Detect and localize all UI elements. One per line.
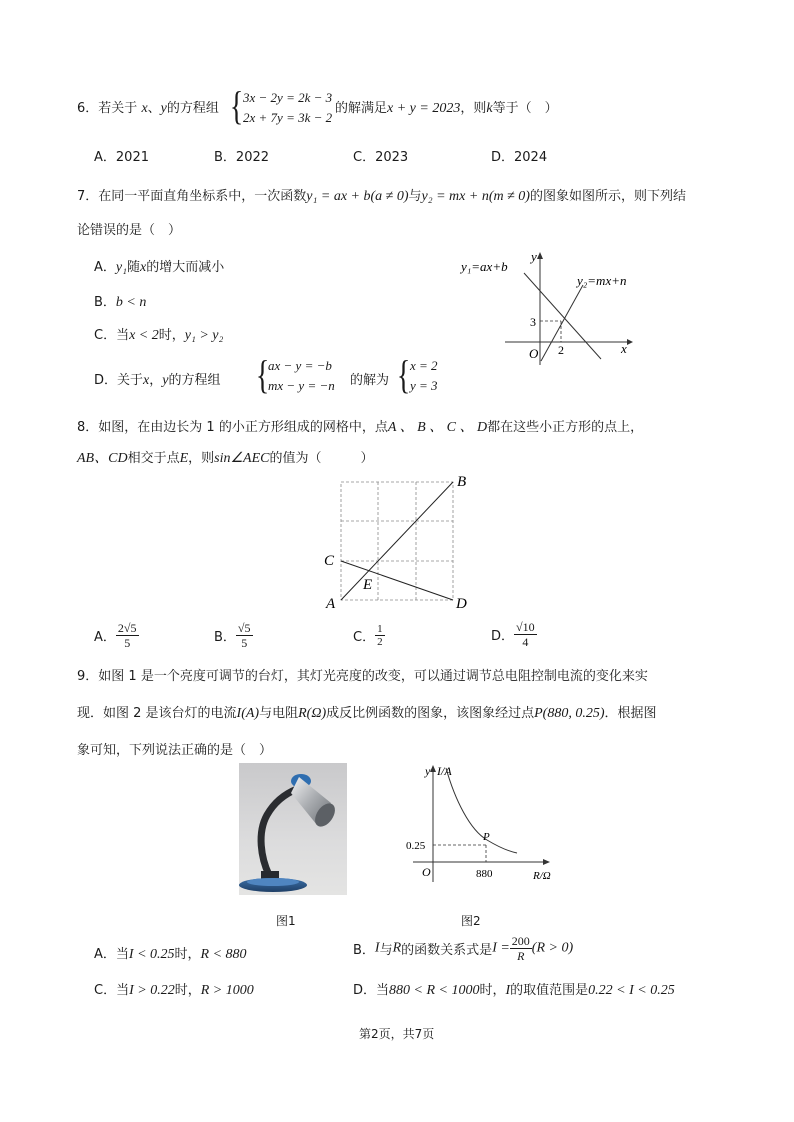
axis-label-r: R/Ω <box>533 870 551 882</box>
x-axis-arrow <box>543 859 550 865</box>
q8-option-b[interactable]: B． $\frac{√5}{5}$ <box>214 621 251 650</box>
q7-option-d-system: ax − y = −b mx − y = −n <box>268 358 335 393</box>
label-y2: y₂=mx+n <box>577 273 627 288</box>
axis-label-y: y <box>531 249 537 264</box>
q8-option-c[interactable]: C． $\frac{1}{2}$ <box>353 623 383 648</box>
q7-option-d-solution: x = 2 y = 3 <box>410 358 438 393</box>
q9-option-c[interactable]: C．当I > 0.22时，R > 1000 <box>94 983 254 998</box>
desk-lamp-photo <box>239 763 347 895</box>
q9-option-a[interactable]: A．当I < 0.25时，R < 880 <box>94 947 247 962</box>
y-axis-arrow <box>430 765 436 772</box>
q9-option-b[interactable]: B．I与R的函数关系式是I = $\frac{200}{R}$ (R > 0) <box>353 934 574 963</box>
figure-1-caption: 图1 <box>276 914 296 928</box>
point-b-label: B <box>457 474 467 490</box>
q6-option-a[interactable]: A．2021 <box>94 150 149 165</box>
segment-ab <box>341 482 453 600</box>
page-footer: 第2页，共7页 <box>359 1027 435 1041</box>
q9-option-d[interactable]: D．当880 < R < 1000时，I的取值范围是0.22 < I < 0.25 <box>353 983 675 998</box>
axis-label-y: y <box>425 764 431 778</box>
inverse-curve <box>446 768 517 853</box>
q9-stem-line1: 9．如图 1 是一个亮度可调节的台灯，其灯光亮度的改变，可以通过调节总电阻控制电流的变化来实 <box>77 669 648 684</box>
origin-label: O <box>529 346 539 361</box>
q7-option-c[interactable]: C．当x < 2时，y₁ > y₂ <box>94 328 224 343</box>
q7-option-d-sol-brace: { <box>396 352 411 397</box>
q9-stem-line3: 象可知，下列说法正确的是（ ） <box>77 743 273 758</box>
q9-graph <box>395 760 565 890</box>
q7-graph <box>455 245 645 370</box>
label-y1: y₁=ax+b <box>461 259 508 274</box>
desk-lamp-drawing <box>239 763 347 895</box>
q6-option-b[interactable]: B．2022 <box>214 150 270 165</box>
x-axis-arrow <box>627 339 633 345</box>
origin-label: O <box>422 865 431 879</box>
q7-option-d-mid: 的解为 <box>350 373 390 388</box>
q6-stem: 6．若关于 x、y的方程组 <box>77 101 219 116</box>
point-e-label: E <box>363 577 373 593</box>
q7-option-d[interactable]: D．关于x，y的方程组 <box>94 373 221 388</box>
q7-option-a[interactable]: A．y₁随x的增大而减小 <box>94 260 225 275</box>
point-d-label: D <box>456 596 467 612</box>
q9-stem-line2: 现．如图 2 是该台灯的电流I(A)与电阻R(Ω)成反比例函数的图象，该图象经过点P(880, 0.25)．根据图 <box>77 706 657 721</box>
figure-2-caption: 图2 <box>461 914 481 928</box>
q8-grid-figure <box>318 470 478 615</box>
y-axis-arrow <box>537 252 543 259</box>
q8-option-a[interactable]: A． $\frac{2√5}{5}$ <box>94 621 137 650</box>
tick-x-2: 2 <box>558 343 564 357</box>
q7-option-b[interactable]: B．b < n <box>94 295 147 310</box>
q6-option-d[interactable]: D．2024 <box>491 150 548 165</box>
q8-option-d[interactable]: D． $\frac{√10}{4}$ <box>491 620 535 649</box>
point-p-label: P <box>483 831 490 843</box>
q7-stem-line1: 7．在同一平面直角坐标系中，一次函数y₁ = ax + b(a ≠ 0)与y₂ = mx + n(m ≠ 0)的图象如图所示，则下列结 <box>77 189 686 204</box>
tick-x-880: 880 <box>476 868 493 880</box>
tick-y-3: 3 <box>530 315 536 329</box>
q6-stem-tail: 的解满足x + y = 2023，则k等于（ ） <box>335 101 558 116</box>
q7-stem-line2: 论错误的是（ ） <box>77 223 182 238</box>
point-a-label: A <box>326 596 336 612</box>
axis-label-i: I/A <box>437 764 452 778</box>
q6-system: 3x − 2y = 2k − 3 2x + 7y = 3k − 2 <box>243 90 333 125</box>
point-c-label: C <box>324 553 335 569</box>
q8-stem-line1: 8．如图，在由边长为 1 的小正方形组成的网格中，点A 、 B 、 C 、 D都在这些小正方形的点上， <box>77 420 644 435</box>
q8-stem-line2: AB、CD相交于点E，则sin∠AEC的值为（ ） <box>77 451 374 466</box>
q6-brace: { <box>229 83 244 128</box>
q6-option-c[interactable]: C．2023 <box>353 150 409 165</box>
tick-y-025: 0.25 <box>406 840 426 852</box>
segment-cd <box>341 561 453 600</box>
axis-label-x: x <box>621 341 627 356</box>
q7-option-d-brace: { <box>255 352 270 397</box>
